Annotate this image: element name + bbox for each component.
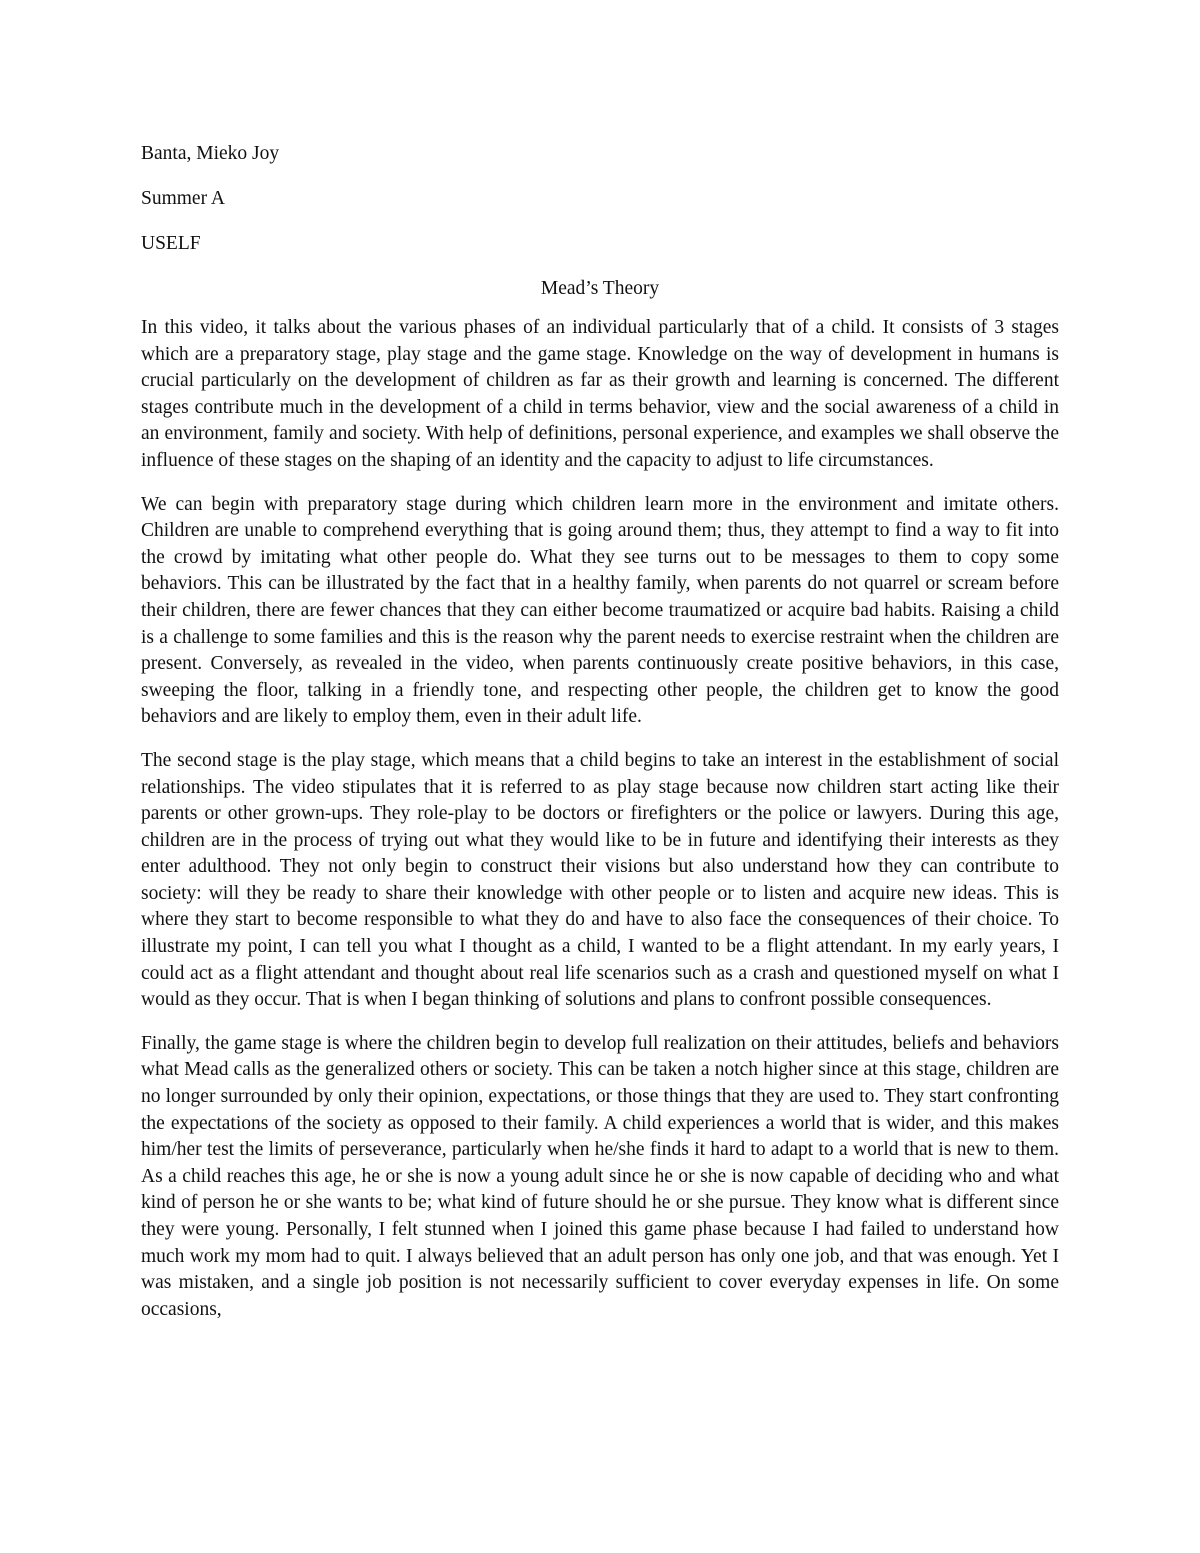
document-title: Mead’s Theory xyxy=(540,278,660,299)
term-label: Summer A xyxy=(141,188,225,209)
document-body xyxy=(141,141,1059,1340)
paragraph-preparatory-stage: We can begin with preparatory stage during which children learn more in the environment and imitate others. Children are unable to comprehend everything that is going around them; thus, they attempt to find a way to fit into the crowd by imitating what other people do. What they see turns out to be messages to them to copy some behaviors. This can be illustrated by the fact that in a healthy family, when parents do not quarrel or scream before their children, there are fewer chances that they can either become traumatized or acquire bad habits. Raising a child is a challenge to some families and this is the reason why the parent needs to exercise restraint when the children are present. Conversely, as revealed in the video, when parents continuously create positive behaviors, in this case, sweeping the floor, talking in a friendly tone, and respecting other people, the children get to know the good behaviors and are likely to employ them, even in their adult life. xyxy=(141,493,1059,728)
course-label: USELF xyxy=(141,233,201,254)
paragraph-game-stage: Finally, the game stage is where the children begin to develop full realization on their attitudes, beliefs and behaviors what Mead calls as the generalized others or society. This can be taken a notch higher since at this stage, children are no longer surrounded by only their opinion, expectations, or those things that they are used to. They start confronting the expectations of the society as opposed to their family. A child experiences a world that is wider, and this makes him/her test the limits of perseverance, particularly when he/she finds it hard to adapt to a world that is new to them. As a child reaches this age, he or she is now a young adult since he or she is now capable of deciding who and what kind of person he or she wants to be; what kind of future should he or she pursue. They know what is different since they were young. Personally, I felt stunned when I joined this game phase because I had failed to understand how much work my mom had to quit. I always believed that an adult person has only one job, and that was enough. Yet I was mistaken, and a single job position is not necessarily sufficient to cover everyday expenses in life. On some occasions, xyxy=(141,1032,1059,1320)
author-name: Banta, Mieko Joy xyxy=(141,143,280,164)
paragraph-intro: In this video, it talks about the various phases of an individual particularly that of a child. It consists of 3 stages which are a preparatory stage, play stage and the game stage. Knowledge on the way of development in humans is crucial particularly on the development of children as far as their growth and learning is concerned. The different stages contribute much in the development of a child in terms behavior, view and the social awareness of a child in an environment, family and society. With help of definitions, personal experience, and examples we shall observe the influence of these stages on the shaping of an identity and the capacity to adjust to life circumstances. xyxy=(141,317,1059,471)
paragraph-play-stage: The second stage is the play stage, which means that a child begins to take an interest in the establishment of social relationships. The video stipulates that it is referred to as play stage because now children start acting like their parents or other grown-ups. They role-play to be doctors or firefighters or the police or lawyers. During this age, children are in the process of trying out what they would like to be in future and identifying their interests as they enter adulthood. They not only begin to construct their visions but also understand how they can contribute to society: will they be ready to share their knowledge with other people or to listen and acquire new ideas. This is where they start to become responsible to what they do and have to also face the consequences of their choice. To illustrate my point, I can tell you what I thought as a child, I wanted to be a flight attendant. In my early years, I could act as a flight attendant and thought about real life scenarios such as a crash and questioned myself on what I would as they occur. That is when I began thinking of solutions and plans to confront possible consequences. xyxy=(141,749,1059,1011)
